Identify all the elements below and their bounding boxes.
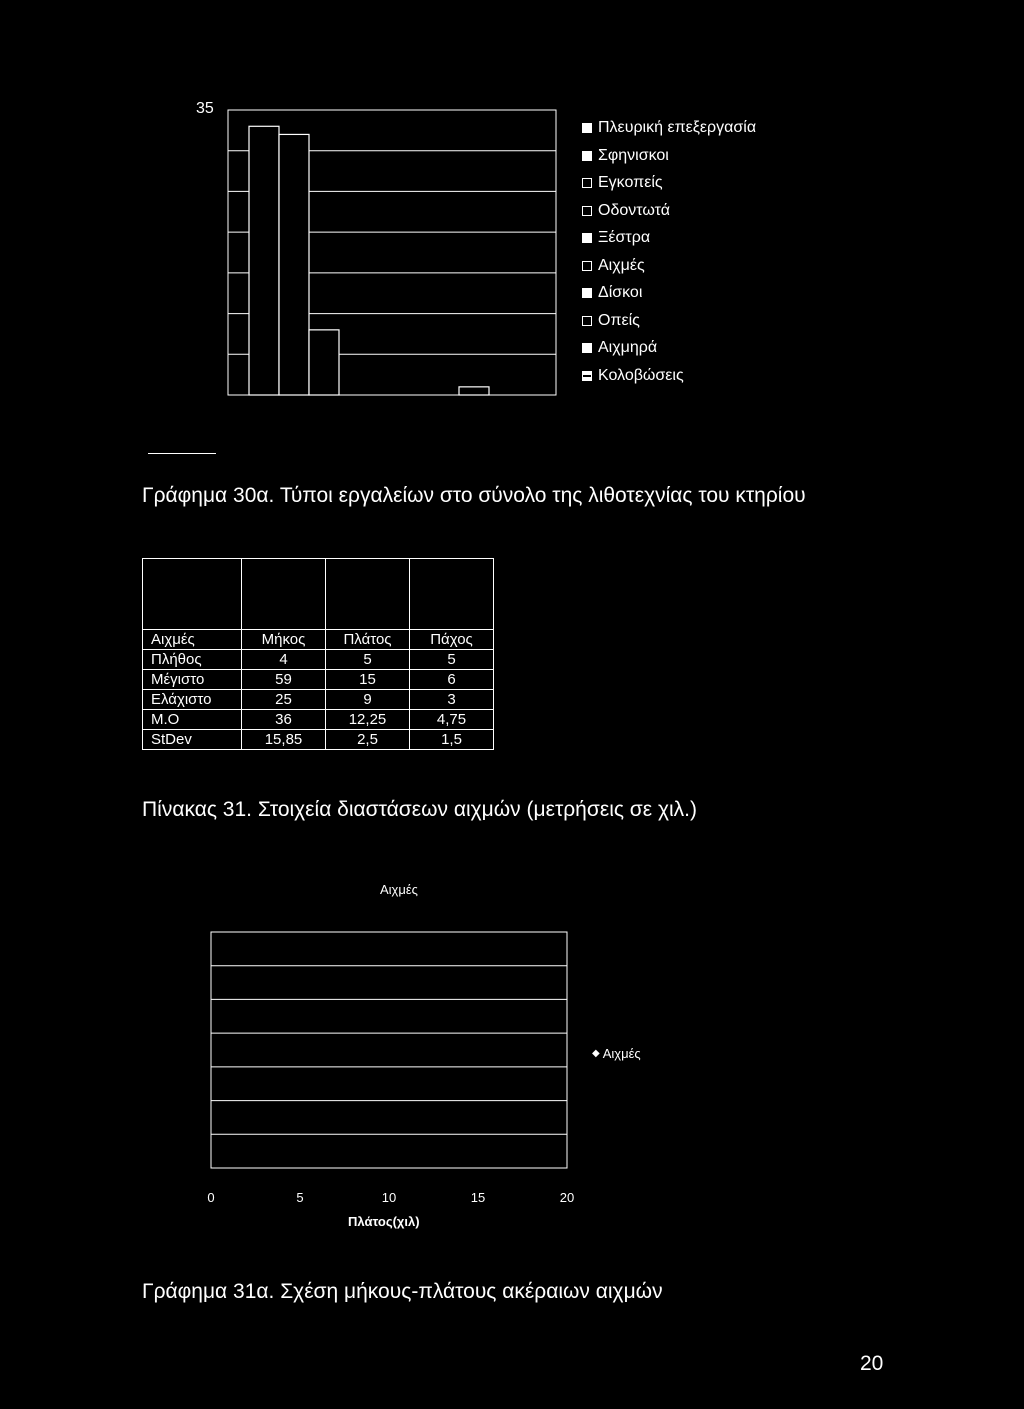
x-tick-label: 15 xyxy=(470,1190,486,1205)
legend-label: Οπείς xyxy=(598,311,640,329)
x-tick-label: 0 xyxy=(207,1190,215,1205)
value-cell: 15 xyxy=(326,670,410,690)
x-tick-label: 5 xyxy=(296,1190,304,1205)
legend-swatch-icon xyxy=(582,343,592,353)
table-header-cell: Πλάτος xyxy=(326,630,410,650)
legend-swatch-icon xyxy=(582,233,592,243)
row-label-cell: StDev xyxy=(143,730,242,750)
legend-label: Δίσκοι xyxy=(598,284,643,301)
table-31-caption: Πίνακας 31. Στοιχεία διαστάσεων αιχμών (μετρήσεις σε χιλ.) xyxy=(142,798,697,821)
value-cell: 59 xyxy=(242,670,326,690)
value-cell: 1,5 xyxy=(410,730,494,750)
value-cell: 25 xyxy=(242,690,326,710)
legend-item xyxy=(582,228,650,248)
scatter-legend xyxy=(592,1046,641,1061)
table-row xyxy=(143,650,494,670)
legend-item xyxy=(582,366,684,386)
scatter-plot-frame xyxy=(211,932,567,1168)
legend-item xyxy=(582,146,669,166)
table-spacer-row xyxy=(143,559,494,630)
x-tick-label: 10 xyxy=(381,1190,397,1205)
table-row xyxy=(143,730,494,750)
legend-label: Ξέστρα xyxy=(598,229,651,246)
row-label-cell: Μέγιστο xyxy=(143,670,242,690)
legend-label: Σφηνισκοι xyxy=(598,146,669,164)
bar-2 xyxy=(279,134,309,395)
bar-chart-30a xyxy=(0,0,1024,420)
dimensions-table xyxy=(142,558,494,750)
page-number: 20 xyxy=(860,1352,884,1375)
value-cell: 5 xyxy=(410,650,494,670)
legend-item xyxy=(582,173,663,193)
row-label-cell: Ελάχιστο xyxy=(143,690,242,710)
legend-swatch-icon xyxy=(582,206,592,216)
chart-30a-caption: Γράφημα 30α. Τύποι εργαλείων στο σύνολο της λιθοτεχνίας του κτηρίου xyxy=(142,484,806,507)
legend-label: Εγκοπείς xyxy=(598,174,663,191)
value-cell: 2,5 xyxy=(326,730,410,750)
legend-label: Αιχμές xyxy=(598,256,645,274)
table-row xyxy=(143,670,494,690)
value-cell: 12,25 xyxy=(326,710,410,730)
value-cell: 6 xyxy=(410,670,494,690)
footnote-rule xyxy=(148,453,216,454)
value-cell: 5 xyxy=(326,650,410,670)
scatter-legend-label: Αιχμές xyxy=(602,1046,641,1061)
legend-swatch-icon xyxy=(582,123,592,133)
value-cell: 9 xyxy=(326,690,410,710)
value-cell: 4 xyxy=(242,650,326,670)
table-row xyxy=(143,710,494,730)
legend-swatch-icon xyxy=(582,371,592,381)
legend-item xyxy=(582,283,642,303)
legend-label: Οδοντωτά xyxy=(598,201,670,219)
legend-item xyxy=(582,256,645,276)
bar-chart-plot xyxy=(0,0,580,420)
row-label-cell: Πλήθος xyxy=(143,650,242,670)
bar-1 xyxy=(249,126,279,395)
legend-label: Πλευρική επεξεργασία xyxy=(598,119,757,136)
scatter-chart-plot xyxy=(180,920,680,1250)
chart-31a-caption: Γράφημα 31α. Σχέση μήκους-πλάτους ακέραιων αιχμών xyxy=(142,1280,663,1303)
table-row xyxy=(143,690,494,710)
legend-swatch-icon xyxy=(582,178,592,188)
table-header-cell: Μήκος xyxy=(242,630,326,650)
legend-label: Κολοβώσεις xyxy=(598,366,684,384)
legend-item xyxy=(582,338,657,358)
legend-label: Αιχμηρά xyxy=(598,339,658,356)
value-cell: 15,85 xyxy=(242,730,326,750)
legend-swatch-icon xyxy=(582,316,592,326)
y-axis-top-tick: 35 xyxy=(196,100,214,117)
scatter-x-axis-label: Πλάτος(χιλ) xyxy=(348,1214,420,1229)
legend-item xyxy=(582,311,640,331)
value-cell: 4,75 xyxy=(410,710,494,730)
diamond-icon: ◆ xyxy=(592,1048,600,1059)
legend-swatch-icon xyxy=(582,261,592,271)
legend-swatch-icon xyxy=(582,151,592,161)
table-header-row xyxy=(143,630,494,650)
x-tick-label: 20 xyxy=(559,1190,575,1205)
scatter-chart-title: Αιχμές xyxy=(380,882,418,897)
legend-swatch-icon xyxy=(582,288,592,298)
value-cell: 3 xyxy=(410,690,494,710)
legend-item xyxy=(582,201,670,221)
table-header-cell: Αιχμές xyxy=(143,630,242,650)
legend-item xyxy=(582,118,756,138)
row-label-cell: Μ.Ο xyxy=(143,710,242,730)
value-cell: 36 xyxy=(242,710,326,730)
bar-8 xyxy=(459,387,489,395)
bar-3 xyxy=(309,330,339,395)
table-header-cell: Πάχος xyxy=(410,630,494,650)
